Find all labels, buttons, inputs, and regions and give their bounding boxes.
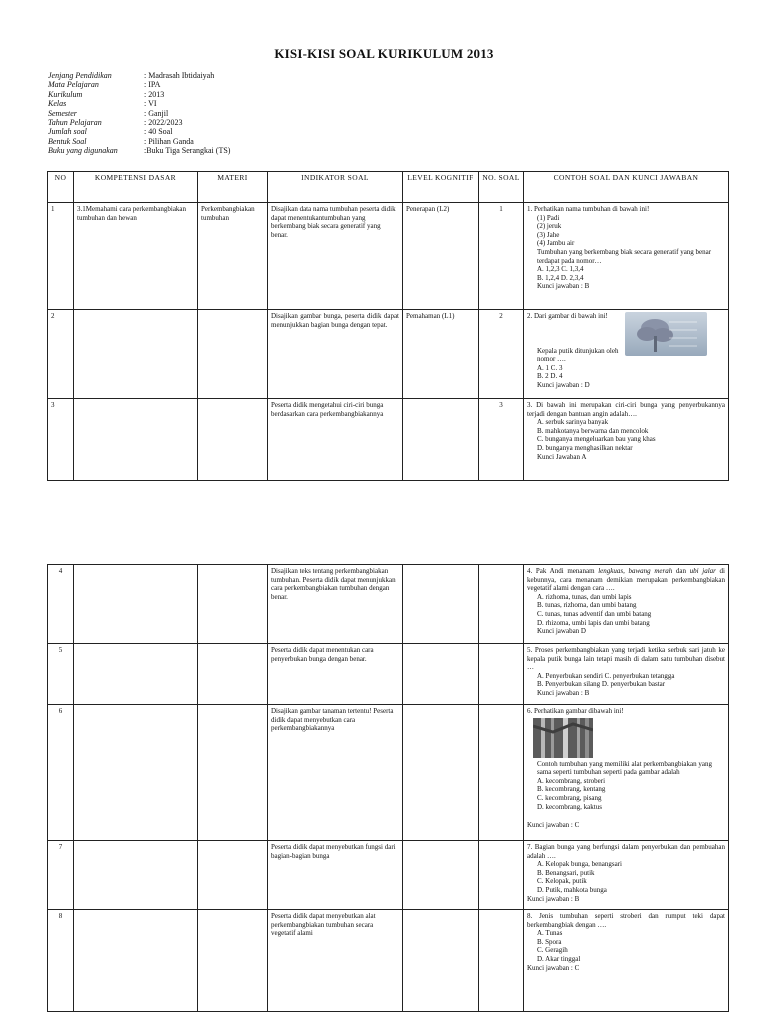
soal-number-cell: 1 [479,203,524,310]
list-item: (3) Jahe [537,230,560,239]
soal-number-cell [479,565,524,644]
question-text-conjunction: dan [672,567,690,575]
answer-key: Kunci jawaban : D [537,380,590,389]
document-meta [48,71,230,156]
question-text-plant: ubi jalar [689,567,716,575]
answer-option: B. kecombrang, kentang [537,785,606,794]
table-row [48,203,729,310]
level-cell [403,910,479,1012]
answer-option: D. kecombrang, kaktus [537,802,602,811]
indikator-cell: Disajikan gambar bunga, peserta didik dapat menunjukkan bagian bunga dengan tepat. [268,310,403,399]
question-text-start: 4. Pak Andi menanam [527,567,599,575]
materi-cell [198,910,268,1012]
answer-options [527,672,725,689]
indikator-cell: Peserta didik dapat menyebutkan fungsi dari bagian-bagian bunga [268,841,403,910]
question-cell [524,310,729,399]
list-item: (4) Jambu air [537,239,575,248]
materi-cell [198,705,268,841]
kompetensi-dasar-cell [74,565,198,644]
materi-cell [198,399,268,481]
table-row [48,841,729,910]
answer-option: B. Benangsari, putik [537,868,595,877]
soal-number-cell [479,644,524,705]
soal-number-cell [479,910,524,1012]
answer-option: C. kecombrang, pisang [537,793,602,802]
meta-row [48,80,230,89]
question-prompt: Kepala putik ditunjukan oleh nomor …. [537,346,619,364]
table-row [48,910,729,1012]
header-contoh-soal: CONTOH SOAL DAN KUNCI JAWABAN [524,172,729,203]
meta-row [48,109,230,118]
answer-option: C. Geragih [537,946,568,955]
answer-option: C. Kelopak, putik [537,877,587,886]
meta-value: : IPA [144,80,161,90]
question-prompt: Contoh tumbuhan yang memiliki alat perkembangbiakan yang sama seperti tumbuhan seperti pada gambar adalah [537,759,712,777]
answer-key: Kunci jawaban : C [527,963,580,972]
indikator-cell: Disajikan gambar tanaman tertentu! Peserta didik dapat menyebutkan cara perkembangbiakannya [268,705,403,841]
soal-number-cell [479,841,524,910]
meta-row [48,127,230,136]
question-cell [524,399,729,481]
answer-option: A. 1 C. 3 [537,363,563,372]
answer-key: Kunci jawaban : B [537,688,590,697]
answer-key: Kunci jawaban D [537,627,586,636]
row-number: 5 [48,644,74,705]
meta-label: Tahun Pelajaran [48,118,102,128]
answer-options [527,418,725,452]
level-cell: Penerapan (L2) [403,203,479,310]
answer-option: D. bunganya menghasilkan nektar [537,443,633,452]
list-item: (2) jeruk [537,222,562,231]
row-number: 4 [48,565,74,644]
header-no: NO [48,172,74,203]
question-text [527,567,725,593]
kompetensi-dasar-cell [74,310,198,399]
question-cell [524,644,729,705]
kompetensi-dasar-cell [74,644,198,705]
header-materi: MATERI [198,172,268,203]
indikator-cell: Peserta didik dapat menyebutkan alat perkembangbiakan tumbuhan secara vegetatif alami [268,910,403,1012]
meta-value: : Pilihan Ganda [144,136,194,146]
answer-option: B. 2 D. 4 [537,372,563,381]
question-grid-table-continued [47,564,729,1012]
table-row [48,310,729,399]
meta-value: : 2022/2023 [144,118,183,128]
question-text: 8. Jenis tumbuhan seperti stroberi dan rumput teki dapat berkembangbiak dengan …. [527,912,725,929]
answer-options [527,929,725,963]
answer-option: A. rizhoma, tunas, dan umbi lapis [537,592,632,601]
table-row [48,705,729,841]
meta-label: Jenjang Pendidikan [48,71,112,80]
soal-number-cell: 3 [479,399,524,481]
row-number: 3 [48,399,74,481]
meta-label: Semester [48,108,77,118]
soal-number-cell [479,705,524,841]
meta-value: : Madrasah Ibtidaiyah [144,71,215,80]
answer-option: A. Kelopak bunga, benangsari [537,860,622,869]
answer-option: B. 1,2,4 D. 2,3,4 [537,273,584,282]
meta-label: Mata Pelajaran [48,80,99,90]
flower-diagram-image [625,312,707,356]
meta-value: : VI [144,99,157,109]
kompetensi-dasar-cell [74,399,198,481]
kompetensi-dasar-cell: 3.1Memahami cara perkembangbiakan tumbuhan dan hewan [74,203,198,310]
question-cell [524,203,729,310]
answer-option: C. tunas, tunas adventif dan umbi batang [537,609,652,618]
question-text: 7. Bagian bunga yang berfungsi dalam penyerbukan dan pembuahan adalah …. [527,843,725,860]
level-cell: Pemahaman (L1) [403,310,479,399]
level-cell [403,565,479,644]
meta-row [48,71,230,80]
indikator-cell: Disajikan data nama tumbuhan peserta didik dapat menentukantumbuhan yang berkembang biak secara generatif yang benar. [268,203,403,310]
meta-label: Kurikulum [48,89,83,99]
answer-option: C. bunganya mengeluarkan bau yang khas [537,435,656,444]
question-text: 3. Di bawah ini merupakan ciri-ciri bunga yang penyerbukannya terjadi dengan bantuan angin adalah…. [527,401,725,418]
answer-key: Kunci jawaban : B [537,282,590,291]
level-cell [403,705,479,841]
meta-label: Bentuk Soal [48,136,87,146]
meta-label: Buku yang digunakan [48,146,118,156]
materi-cell [198,565,268,644]
header-no-soal: NO. SOAL [479,172,524,203]
answer-options [527,364,725,381]
question-text-end: di kebunnya, cara menanam demikian merupakan perkembangbiakan vegetatif alami dengan cara …. [527,567,725,593]
row-number: 7 [48,841,74,910]
meta-row [48,118,230,127]
question-cell [524,705,729,841]
answer-options [527,860,725,894]
header-level-kognitif: LEVEL KOGNITIF [403,172,479,203]
question-text-plants: lengkuas, bawang merah [598,567,673,575]
meta-label: Kelas [48,99,67,109]
answer-option: D. Putik, mahkota bunga [537,885,607,894]
meta-value: : 2013 [144,89,165,99]
meta-row [48,137,230,146]
question-cell [524,910,729,1012]
meta-row [48,99,230,108]
level-cell [403,399,479,481]
item-list [527,214,725,248]
row-number: 6 [48,705,74,841]
list-item: (1) Padi [537,213,560,222]
meta-row [48,146,230,155]
materi-cell: Perkembangbiakan tumbuhan [198,203,268,310]
materi-cell [198,841,268,910]
question-text: 1. Perhatikan nama tumbuhan di bawah ini! [527,205,650,213]
answer-key: Kunci jawaban : B [527,894,580,903]
answer-option: D. Akar tinggal [537,954,581,963]
meta-row [48,90,230,99]
answer-key: Kunci Jawaban A [537,452,587,461]
answer-option: B. Penyerbukan silang D. penyerbukan bastar [537,680,666,689]
table-row [48,399,729,481]
question-text: 2. Dari gambar di bawah ini! [527,312,608,320]
header-kompetensi-dasar: KOMPETENSI DASAR [74,172,198,203]
question-text: 6. Perhatikan gambar dibawah ini! [527,707,624,715]
table-row [48,644,729,705]
answer-option: A. 1,2,3 C. 1,3,4 [537,265,584,274]
answer-options [527,777,725,811]
indikator-cell: Peserta didik mengetahui ciri-ciri bunga berdasarkan cara perkembangbiakannya [268,399,403,481]
soal-number-cell: 2 [479,310,524,399]
materi-cell [198,644,268,705]
answer-option: D. rhizoma, umbi lapis dan umbi batang [537,618,650,627]
meta-label: Jumlah soal [48,127,87,137]
meta-value: : Ganjil [144,108,169,118]
kompetensi-dasar-cell [74,910,198,1012]
answer-option: A. kecombrang, stroberi [537,776,606,785]
level-cell [403,841,479,910]
level-cell [403,644,479,705]
header-indikator-soal: INDIKATOR SOAL [268,172,403,203]
answer-options [527,265,725,282]
answer-option: A. Penyerbukan sendiri C. penyerbukan tetangga [537,671,675,680]
answer-option: A. Tunas [537,929,563,938]
question-cell [524,841,729,910]
plant-photo-illustration [533,718,593,758]
question-prompt: Tumbuhan yang berkembang biak secara generatif yang benar terdapat pada nomor… [537,247,712,265]
table-header-row [48,172,729,203]
table-row [48,565,729,644]
question-cell [524,565,729,644]
indikator-cell: Disajikan teks tentang perkembangbiakan tumbuhan. Peserta didik dapat menunjukkan cara perkembangbiakan tumbuhan dengan benar. [268,565,403,644]
row-number: 8 [48,910,74,1012]
row-number: 2 [48,310,74,399]
answer-key: Kunci jawaban : C [527,821,580,830]
meta-value: :Buku Tiga Serangkai (TS) [144,146,231,156]
kompetensi-dasar-cell [74,705,198,841]
row-number: 1 [48,203,74,310]
plant-photo-image [533,718,593,758]
materi-cell [198,310,268,399]
question-grid-table [47,171,729,481]
indikator-cell: Peserta didik dapat menentukan cara penyerbukan bunga dengan benar. [268,644,403,705]
kompetensi-dasar-cell [74,841,198,910]
document-title: KISI-KISI SOAL KURIKULUM 2013 [274,46,494,61]
answer-option: B. tunas, rizhoma, dan umbi batang [537,601,637,610]
answer-option: B. mahkotanya berwarna dan mencolok [537,426,649,435]
answer-options [527,593,725,627]
meta-value: : 40 Soal [144,127,173,137]
answer-option: A. serbuk sarinya banyak [537,418,609,427]
answer-option: B. Spora [537,937,562,946]
flower-illustration [625,312,707,356]
question-text: 5. Proses perkembangbiakan yang terjadi ketika serbuk sari jatuh ke kepala putik bunga lain tetapi masih di dalam satu tumbuhan disebut … [527,646,725,672]
